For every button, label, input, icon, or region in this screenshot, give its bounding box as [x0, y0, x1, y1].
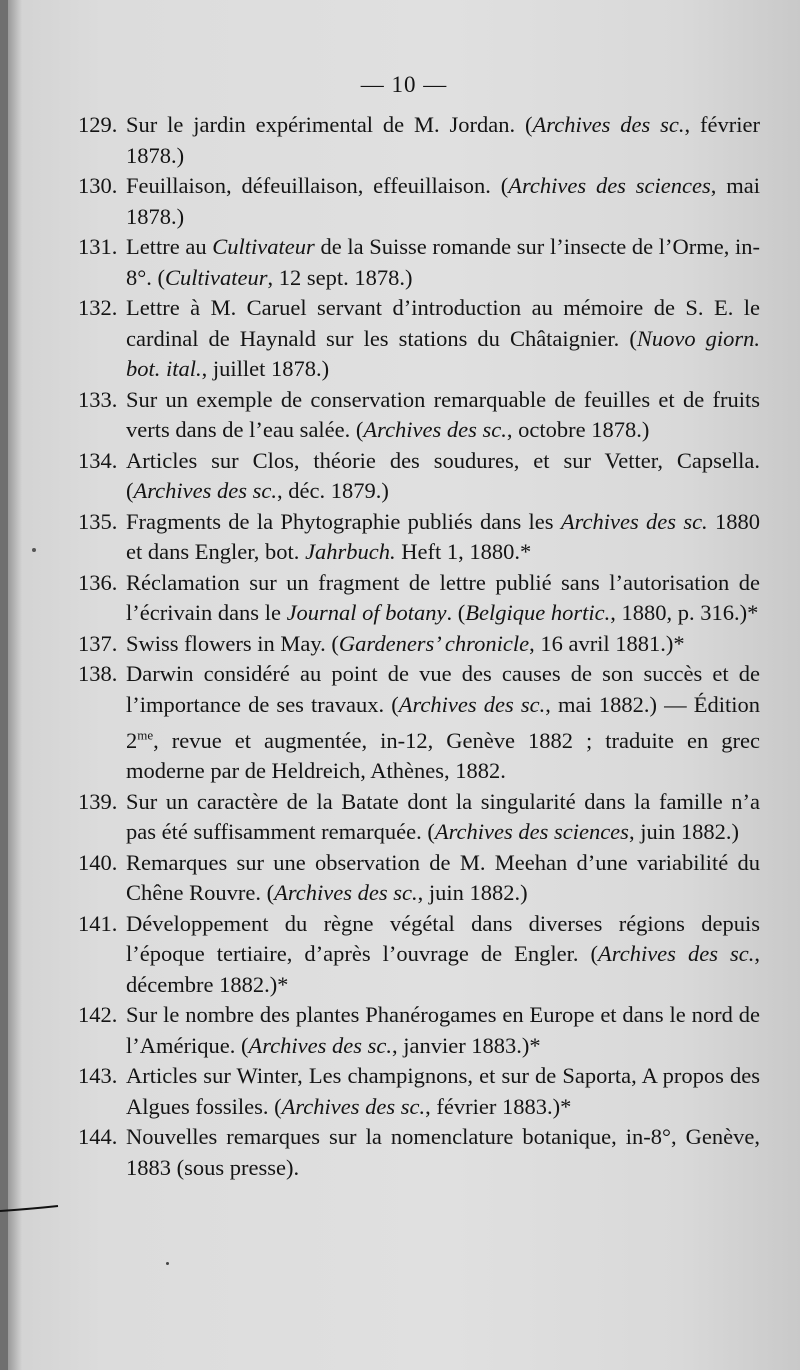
entry-text-segment: Lettre à M. Caruel servant d’introduction au mémoire de S. E. le cardinal de Haynald sur les stations du Châtaignier. ( [126, 295, 760, 351]
entry-text [126, 911, 760, 997]
entry-text-segment: , décembre 1882.)* [126, 941, 760, 997]
entry-text-segment: , mai 1882.) — Édition 2 [126, 691, 760, 753]
entry-text-segment: Fragments de la Phytographie publiés dans les [126, 508, 561, 534]
entry-text-segment: Articles sur Clos, théorie des soudures, et sur Vetter, Capsella. ( [126, 447, 760, 503]
entry-text-segment: Archives des sc. [133, 478, 277, 503]
entry-text-segment: Archives des sc. [532, 112, 685, 137]
entry-text-segment: Gardeners’ chronicle [338, 630, 530, 656]
bibliography-entry [78, 446, 760, 507]
entry-text-segment: me [137, 727, 154, 742]
entry-text-segment: Jahrbuch. [305, 539, 396, 564]
entry-text [126, 1002, 760, 1058]
entry-text-segment: , juin 1882.) [628, 819, 739, 844]
bibliography-entry [78, 568, 760, 629]
entry-text-segment: Lettre au [126, 234, 213, 259]
entry-number: 139. [78, 788, 118, 814]
entry-text-segment: Journal of botany [286, 600, 447, 625]
entry-number: 142. [78, 1002, 118, 1027]
entry-number: 129. [78, 112, 118, 137]
entry-number: 141. [78, 910, 118, 936]
entry-text-segment: Archives des sc. [363, 417, 507, 442]
entry-text-segment: , juillet 1878.) [201, 356, 330, 381]
bibliography-entry [78, 659, 760, 787]
entry-text-segment: , déc. 1879.) [277, 478, 389, 503]
entry-text-segment: Archives des sciences [434, 819, 629, 844]
entry-text [126, 1063, 760, 1119]
entry-text-segment: , 1880, p. 316.)* [610, 600, 759, 625]
entry-number: 132. [78, 295, 118, 320]
entry-text-segment: Archives des sc. [281, 1093, 426, 1119]
entry-number: 136. [78, 569, 118, 595]
entry-number: 143. [78, 1063, 118, 1088]
entry-text [126, 789, 760, 845]
entry-text [126, 1124, 760, 1180]
entry-text-segment: Nouvelles remarques sur la nomenclature botanique, in-8°, Genève, 1883 (sous presse). [126, 1124, 760, 1180]
entry-text-segment: 1880 et dans Engler, bot. [126, 508, 760, 564]
margin-pen-mark [0, 1205, 60, 1213]
bibliography-entry [78, 848, 760, 909]
entry-text-segment: Réclamation sur un fragment de lettre publié sans l’autorisation de l’écrivain dans le [126, 569, 760, 625]
entry-text-segment: Articles sur Winter, Les champignons, et sur de Saporta, A propos des Algues fossiles. ( [126, 1063, 760, 1119]
entry-text-segment: , 12 sept. 1878.) [267, 264, 413, 290]
bibliography-entry [78, 507, 760, 568]
entry-text [126, 234, 760, 290]
bibliography-entry [78, 1122, 760, 1183]
entry-text [126, 295, 760, 381]
gutter-shadow [8, 0, 22, 1370]
entry-number: 131. [78, 234, 118, 259]
bibliography-entry [78, 787, 760, 848]
entry-text-segment: Cultivateur [165, 264, 268, 290]
ink-speck [166, 1262, 169, 1265]
bibliography-list [78, 110, 760, 1183]
bibliography-entry [78, 171, 760, 232]
bibliography-entry [78, 1000, 760, 1061]
entry-text [126, 112, 760, 168]
entry-text-segment: , février 1883.)* [425, 1093, 572, 1119]
bibliography-entry [78, 909, 760, 1001]
entry-text-segment: Archives des sciences [508, 173, 711, 198]
bibliography-entry [78, 110, 760, 171]
entry-number: 137. [78, 630, 118, 656]
entry-number: 138. [78, 661, 118, 686]
entry-text-segment: , mai 1878.) [126, 173, 760, 229]
bibliography-entry [78, 629, 760, 660]
bibliography-entry [78, 385, 760, 446]
entry-text-segment: Swiss flowers in May. ( [126, 630, 339, 656]
entry-number: 135. [78, 508, 118, 534]
entry-text-segment: Archives des sc. [560, 508, 708, 534]
entry-text-segment: Feuillaison, défeuillaison, effeuillaison. ( [126, 173, 509, 198]
bibliography-entry [78, 293, 760, 385]
entry-text-segment: . ( [446, 600, 466, 625]
entry-text-segment: , 16 avril 1881.)* [529, 630, 685, 656]
entry-text-segment: Remarques sur une observation de M. Meehan d’une variabilité du Chêne Rouvre. ( [126, 849, 760, 905]
entry-number: 134. [78, 447, 118, 473]
entry-text-segment: , octobre 1878.) [506, 417, 650, 442]
entry-text-segment: , juin 1882.) [417, 880, 528, 905]
book-page [8, 0, 800, 1370]
entry-text-segment: Sur le jardin expérimental de M. Jordan. ( [126, 112, 533, 137]
entry-text-segment: , janvier 1883.)* [391, 1032, 541, 1058]
entry-text-segment: , revue et augmentée, in-12, Genève 1882 ; traduite en grec moderne par de Heldreich, Athènes, 1882. [126, 727, 760, 783]
bibliography-entry [78, 1061, 760, 1122]
entry-text-segment: Sur un exemple de conservation remarquable de feuilles et de fruits verts dans de l’eau salée. ( [126, 386, 760, 442]
entry-text [126, 448, 760, 504]
entry-text [126, 850, 760, 906]
bibliography-entry [78, 232, 760, 293]
entry-text-segment: Sur le nombre des plantes Phanérogames en Europe et dans le nord de l’Amérique. ( [126, 1002, 760, 1058]
entry-text-segment: Développement du règne végétal dans diverses régions depuis l’époque tertiaire, d’après l’ouvrage de Engler. ( [126, 910, 760, 966]
entry-text-segment: Heft 1, 1880.* [395, 539, 532, 564]
entry-text-segment: , février 1878.) [126, 112, 761, 168]
entry-text-segment: Belgique hortic. [465, 600, 611, 625]
entry-text-segment: Archives des sc. [598, 941, 755, 966]
entry-text-segment: Nuovo giorn. bot. ital. [126, 325, 760, 381]
entry-text-segment: Archives des sc. [274, 880, 418, 905]
entry-text [126, 570, 760, 626]
entry-text [126, 661, 760, 783]
entry-number: 144. [78, 1124, 118, 1149]
entry-text [126, 509, 760, 565]
entry-text-segment: Archives des sc. [398, 691, 546, 717]
entry-text-segment: Darwin considéré au point de vue des causes de son succès et de l’importance de ses travaux. ( [126, 661, 760, 717]
entry-text [126, 631, 685, 656]
page-number: — 10 — [360, 72, 448, 97]
entry-text [126, 173, 760, 229]
entry-number: 130. [78, 173, 118, 198]
margin-dot [32, 548, 36, 552]
entry-text-segment: Archives des sc. [248, 1032, 392, 1058]
entry-text-segment: Sur un caractère de la Batate dont la singularité dans la famille n’a pas été suffisamment remarquée. ( [126, 788, 760, 844]
entry-text-segment: Cultivateur [212, 234, 315, 259]
entry-text-segment: de la Suisse romande sur l’insecte de l’Orme, in-8°. ( [126, 234, 760, 290]
entry-number: 140. [78, 849, 118, 875]
entry-text [126, 387, 760, 443]
entry-number: 133. [78, 386, 118, 412]
